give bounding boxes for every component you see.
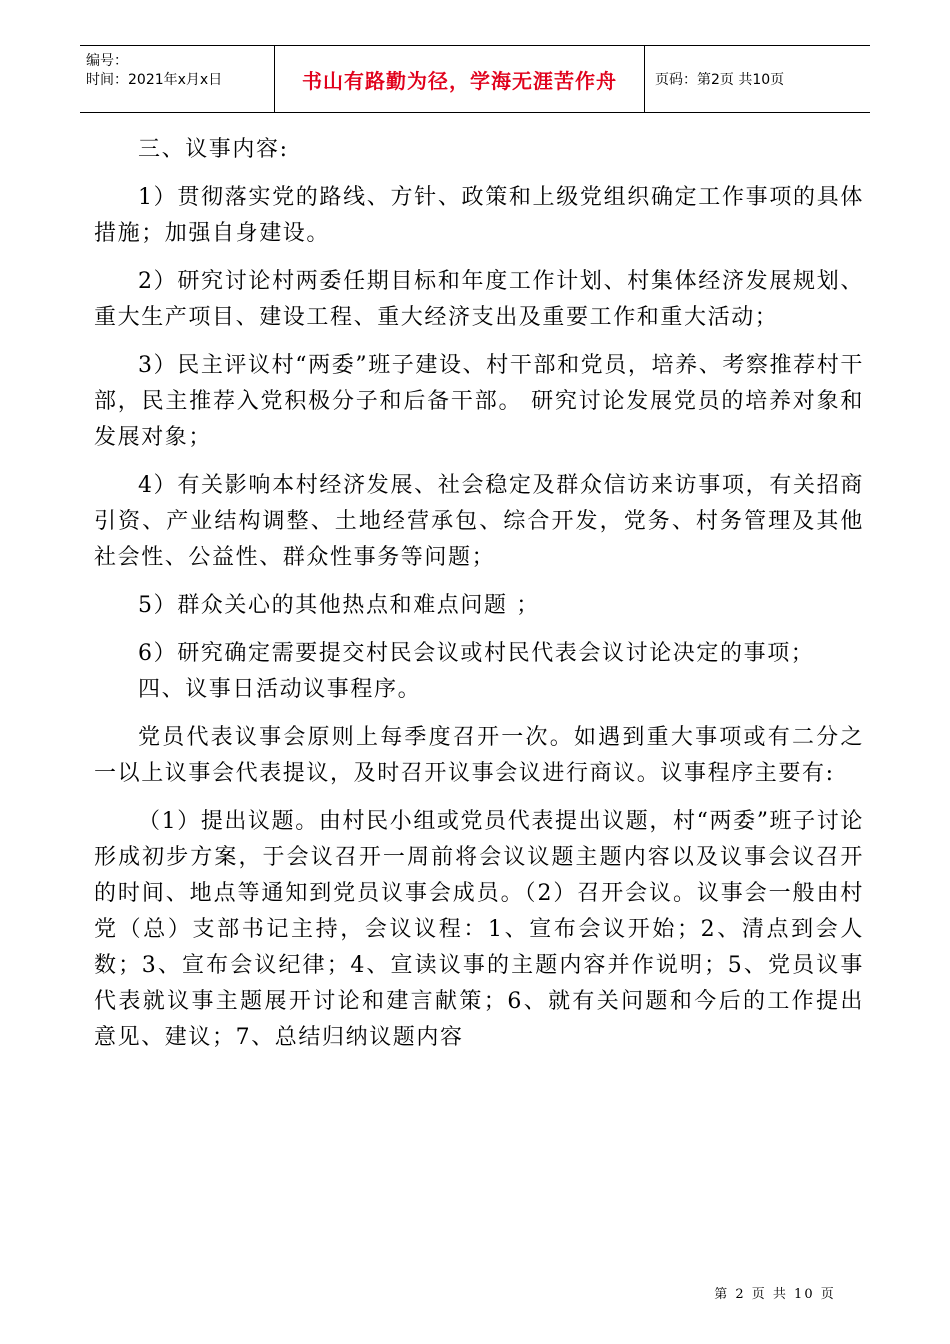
document-code-label: 编号： <box>86 53 128 69</box>
procedure-steps: （1）提出议题。由村民小组或党员代表提出议题，村“两委”班子讨论形成初步方案，于会议召开一周前将会议议题主题内容以及议事会议召开的时间、地点等通知到党员议事会成员。（2）召开会议。议事会一般由村党（总）支部书记主持，会议议程：1、宣布会议开始；2、清点到会人数；3、宣布会议纪律；4、宣读议事的主题内容并作说明；5、党员议事代表就议事主题展开讨论和建言献策；6、就有关问题和今后的工作提出意见、建议；7、总结归纳议题内容 <box>94 809 864 1050</box>
agenda-item-5: 5）群众关心的其他热点和难点问题 ； <box>138 593 540 618</box>
agenda-item-3: 3）民主评议村“两委”班子建设、村干部和党员，培养、考察推荐村干部，民主推荐入党积极分子和后备干部。 研究讨论发展党员的培养对象和发展对象； <box>94 353 864 450</box>
header-page-info: 页码：第2页 共10页 <box>655 72 785 88</box>
agenda-item-1: 1）贯彻落实党的路线、方针、政策和上级党组织确定工作事项的具体措施；加强自身建设。 <box>94 185 864 246</box>
procedure-intro: 党员代表议事会原则上每季度召开一次。如遇到重大事项或有二分之一以上议事会代表提议，及时召开议事会议进行商议。议事程序主要有: <box>94 725 864 786</box>
header-meta <box>80 46 275 112</box>
document-body <box>94 132 864 1056</box>
document-time-label: 时间：2021年x月x日 <box>86 72 223 88</box>
agenda-item-4: 4）有关影响本村经济发展、社会稳定及群众信访来访事项，有关招商引资、产业结构调整、土地经营承包、综合开发，党务、村务管理及其他社会性、公益性、群众性事务等问题； <box>94 473 864 570</box>
footer-page-number: 第 2 页 共 10 页 <box>714 1287 836 1302</box>
section-heading-agenda: 三、议事内容: <box>138 137 289 162</box>
header-slogan: 书山有路勤为径，学海无涯苦作舟 <box>275 46 645 112</box>
agenda-item-6: 6）研究确定需要提交村民会议或村民代表会议讨论决定的事项； <box>138 641 815 666</box>
page-header <box>80 45 870 113</box>
agenda-item-2: 2）研究讨论村两委任期目标和年度工作计划、村集体经济发展规划、重大生产项目、建设工程、重大经济支出及重要工作和重大活动； <box>94 269 864 330</box>
page-footer <box>0 1283 950 1302</box>
section-heading-procedure: 四、议事日活动议事程序。 <box>138 677 422 702</box>
